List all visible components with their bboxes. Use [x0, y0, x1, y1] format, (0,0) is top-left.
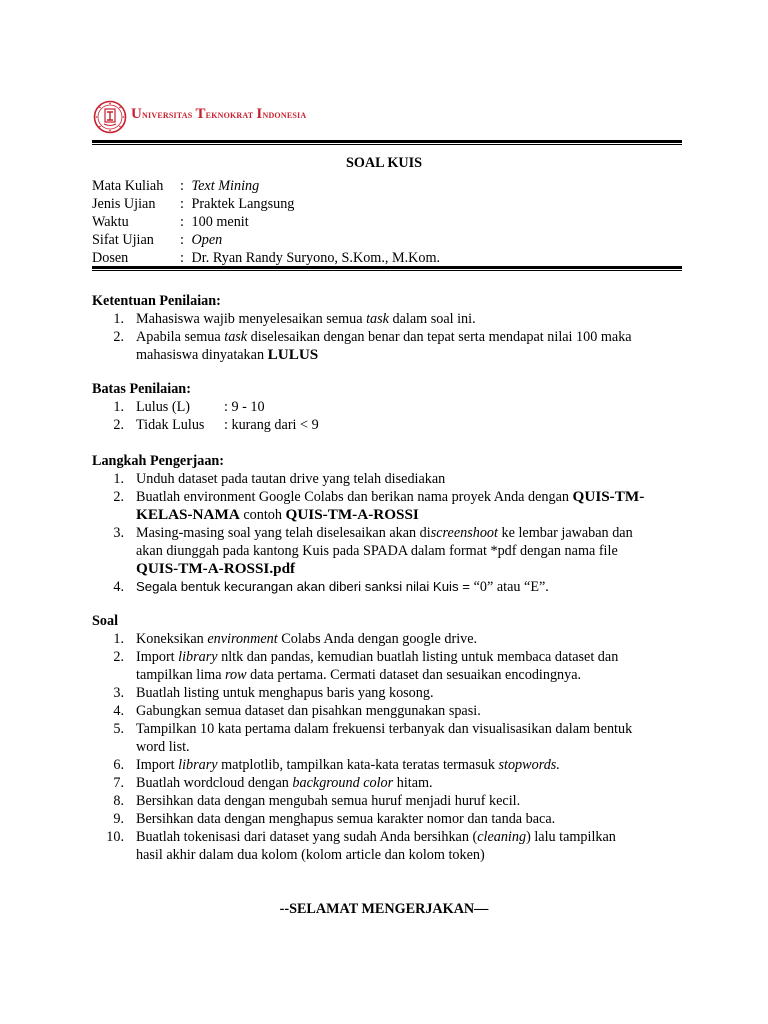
- university-name: Universitas Teknokrat Indonesia: [131, 106, 307, 122]
- list-item: 2. Apabila semua task diselesaikan dengan benar dan tepat serta mendapat nilai 100 maka mahasiswa dinyatakan LULUS: [113, 329, 632, 363]
- info-rule-thin: [92, 270, 682, 271]
- list-item: 1. Lulus (L) : 9 - 10: [113, 399, 265, 415]
- list-item: 4. Segala bentuk kecurangan akan diberi sanksi nilai Kuis = “0” atau “E”.: [113, 579, 549, 595]
- university-seal-icon: [93, 100, 127, 134]
- section-langkah: [92, 452, 692, 596]
- list-item: 1. Unduh dataset pada tautan drive yang telah disediakan: [113, 471, 446, 487]
- info-row-dosen: Dosen : Dr. Ryan Randy Suryono, S.Kom., M.Kom.: [92, 250, 441, 266]
- section-batas: [92, 380, 692, 434]
- info-row-mata-kuliah: Mata Kuliah : Text Mining: [92, 178, 260, 194]
- info-row-jenis-ujian: Jenis Ujian : Praktek Langsung: [92, 196, 295, 212]
- info-row-waktu: Waktu : 100 menit: [92, 214, 249, 230]
- header-rule-thin: [92, 144, 682, 145]
- list-item: 2. Buatlah environment Google Colabs dan berikan nama proyek Anda dengan QUIS-TM- KELAS-NAMA contoh QUIS-TM-A-ROSSI: [113, 488, 645, 523]
- soal-item-4: 4. Gabungkan semua dataset dan pisahkan menggunakan spasi.: [113, 703, 481, 719]
- soal-item-9: 9. Bersihkan data dengan menghapus semua karakter nomor dan tanda baca.: [113, 811, 556, 827]
- soal-item-10: 10. Buatlah tokenisasi dari dataset yang sudah Anda bersihkan (cleaning) lalu tampilkan hasil akhir dalam dua kolom (kolom article dan kolom token): [106, 829, 616, 863]
- soal-item-6: 6. Import library matplotlib, tampilkan kata-kata teratas termasuk stopwords.: [113, 757, 560, 773]
- section-soal: [92, 612, 692, 864]
- soal-item-8: 8. Bersihkan data dengan mengubah semua huruf menjadi huruf kecil.: [113, 793, 521, 809]
- closing-text: --SELAMAT MENGERJAKAN—: [279, 901, 489, 917]
- page-title: SOAL KUIS: [345, 155, 423, 171]
- exam-info: [92, 177, 440, 267]
- section-title: Batas Penilaian:: [92, 381, 191, 397]
- section-title: Langkah Pengerjaan:: [92, 453, 225, 469]
- section-title: Soal: [92, 613, 119, 629]
- soal-item-1: 1. Koneksikan environment Colabs Anda dengan google drive.: [113, 631, 478, 647]
- list-item: 3. Masing-masing soal yang telah diselesaikan akan discreenshoot ke lembar jawaban dan akan diunggah pada kantong Kuis pada SPADA dalam format *pdf dengan nama file QUIS-TM-A-ROSSI.pdf: [113, 525, 633, 577]
- header-rule: [92, 140, 682, 143]
- section-title: Ketentuan Penilaian:: [92, 293, 221, 309]
- section-ketentuan: [92, 292, 692, 364]
- soal-list: [92, 630, 692, 864]
- list-item: 2. Tidak Lulus : kurang dari < 9: [113, 417, 319, 433]
- info-row-sifat-ujian: Sifat Ujian : Open: [92, 232, 223, 248]
- info-rule: [92, 266, 682, 269]
- soal-item-5: 5. Tampilkan 10 kata pertama dalam frekuensi terbanyak dan visualisasikan dalam bentuk word list.: [113, 721, 633, 755]
- list-item: 1. Mahasiswa wajib menyelesaikan semua task dalam soal ini.: [113, 311, 476, 327]
- soal-item-7: 7. Buatlah wordcloud dengan background color hitam.: [113, 775, 433, 791]
- soal-item-3: 3. Buatlah listing untuk menghapus baris yang kosong.: [113, 685, 434, 701]
- soal-item-2: 2. Import library nltk dan pandas, kemudian buatlah listing untuk membaca dataset dan tampilkan lima row data pertama. Cermati dataset dan sesuaikan encodingnya.: [113, 649, 619, 683]
